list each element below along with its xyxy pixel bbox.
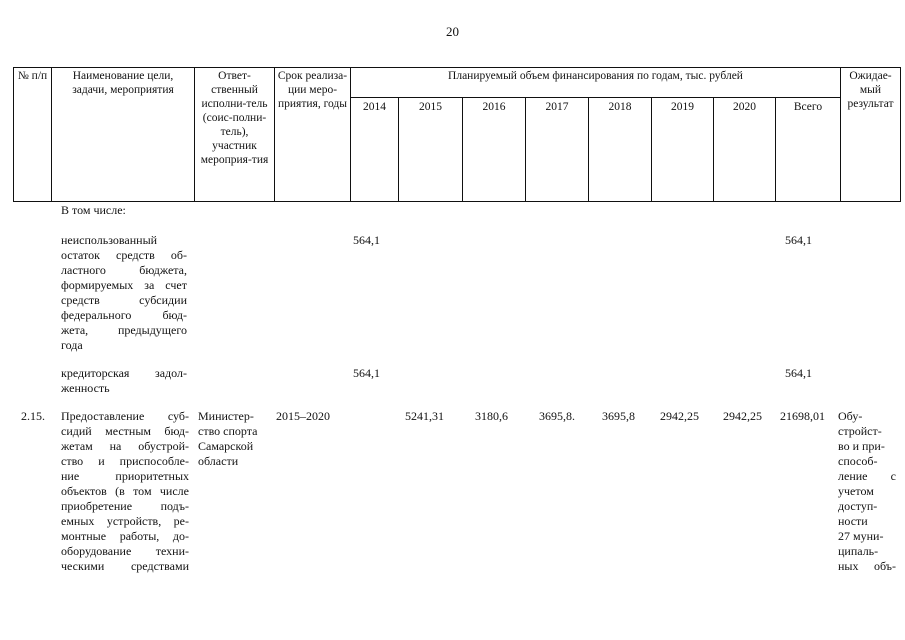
text-line: стройст-	[838, 424, 882, 438]
page-number: 20	[446, 24, 459, 39]
item-name	[61, 409, 189, 574]
text-line: доступ-	[838, 499, 878, 513]
text-line: Обу-	[838, 409, 863, 423]
text-line: емных устройств, ре-	[61, 514, 189, 528]
item-2018-value: 3695,8	[602, 409, 635, 423]
text-line: ципаль-	[838, 544, 879, 558]
header-year-2018: 2018	[589, 97, 652, 201]
debt-2014-value: 564,1	[353, 366, 380, 380]
text-line: жета, предыдущего	[61, 323, 187, 337]
unused-balance-label	[61, 233, 187, 353]
text-line: ластного бюджета,	[61, 263, 187, 277]
text-line: ство и приспособле-	[61, 454, 189, 468]
debt-label	[61, 366, 187, 396]
text-line: неиспользованный	[61, 233, 158, 247]
item-executor	[198, 409, 272, 469]
table-header	[13, 67, 901, 202]
text-line: ние приоритетных	[61, 469, 189, 483]
header-col-executor: Ответ-ственный исполни-тель (соис-полни-тель), участник мероприя-тия	[195, 68, 275, 202]
item-2017-value: 3695,8.	[539, 409, 575, 423]
text-line: способ-	[838, 454, 878, 468]
text-line: монтные работы, до-	[61, 529, 189, 543]
text-line: ческими средствами	[61, 559, 189, 573]
text-line: кредиторская задол-	[61, 366, 187, 380]
item-result	[838, 409, 896, 574]
header-col-term: Срок реализа-ции меро-приятия, годы	[275, 68, 351, 202]
text-line: ление с	[838, 469, 896, 483]
header-col-name: Наименование цели, задачи, мероприятия	[52, 68, 195, 202]
header-year-2015: 2015	[399, 97, 463, 201]
header-year-total: Всего	[776, 97, 841, 201]
header-year-2014: 2014	[351, 97, 399, 201]
text-line: женность	[61, 381, 110, 395]
unused-2014-value: 564,1	[353, 233, 380, 247]
text-line: во и при-	[838, 439, 885, 453]
header-col-number: № п/п	[14, 68, 52, 202]
text-line: средств субсидии	[61, 293, 187, 307]
header-year-2019: 2019	[652, 97, 714, 201]
text-line: ности	[838, 514, 868, 528]
item-number: 2.15.	[21, 409, 45, 423]
text-line: приобретение подъ-	[61, 499, 189, 513]
item-total-value: 21698,01	[780, 409, 825, 423]
text-line: 27 муни-	[838, 529, 884, 543]
incl-label: В том числе:	[61, 203, 126, 217]
text-line: учетом	[838, 484, 874, 498]
text-line: ство спорта	[198, 424, 258, 438]
item-2020-value: 2942,25	[723, 409, 762, 423]
header-col-funding: Планируемый объем финансирования по годам, тыс. рублей	[351, 68, 841, 98]
header-year-2016: 2016	[463, 97, 526, 201]
text-line: Самарской	[198, 439, 254, 453]
text-line: формируемых за счет	[61, 278, 187, 292]
text-line: года	[61, 338, 83, 352]
text-line: ных объ-	[838, 559, 896, 573]
text-line: Министер-	[198, 409, 254, 423]
text-line: федерального бюд-	[61, 308, 187, 322]
header-year-2017: 2017	[526, 97, 589, 201]
item-2019-value: 2942,25	[660, 409, 699, 423]
text-line: жетам на обустрой-	[61, 439, 189, 453]
header-col-result: Ожидае-мый результат	[841, 68, 901, 202]
text-line: Предоставление суб-	[61, 409, 189, 423]
text-line: сидий местным бюд-	[61, 424, 189, 438]
item-2015-value: 5241,31	[405, 409, 444, 423]
debt-total-value: 564,1	[785, 366, 812, 380]
text-line: остаток средств об-	[61, 248, 187, 262]
text-line: области	[198, 454, 239, 468]
text-line: оборудование техни-	[61, 544, 189, 558]
item-term: 2015–2020	[276, 409, 330, 423]
text-line: объектов (в том числе	[61, 484, 189, 498]
unused-total-value: 564,1	[785, 233, 812, 247]
header-year-2020: 2020	[714, 97, 776, 201]
item-2016-value: 3180,6	[475, 409, 508, 423]
